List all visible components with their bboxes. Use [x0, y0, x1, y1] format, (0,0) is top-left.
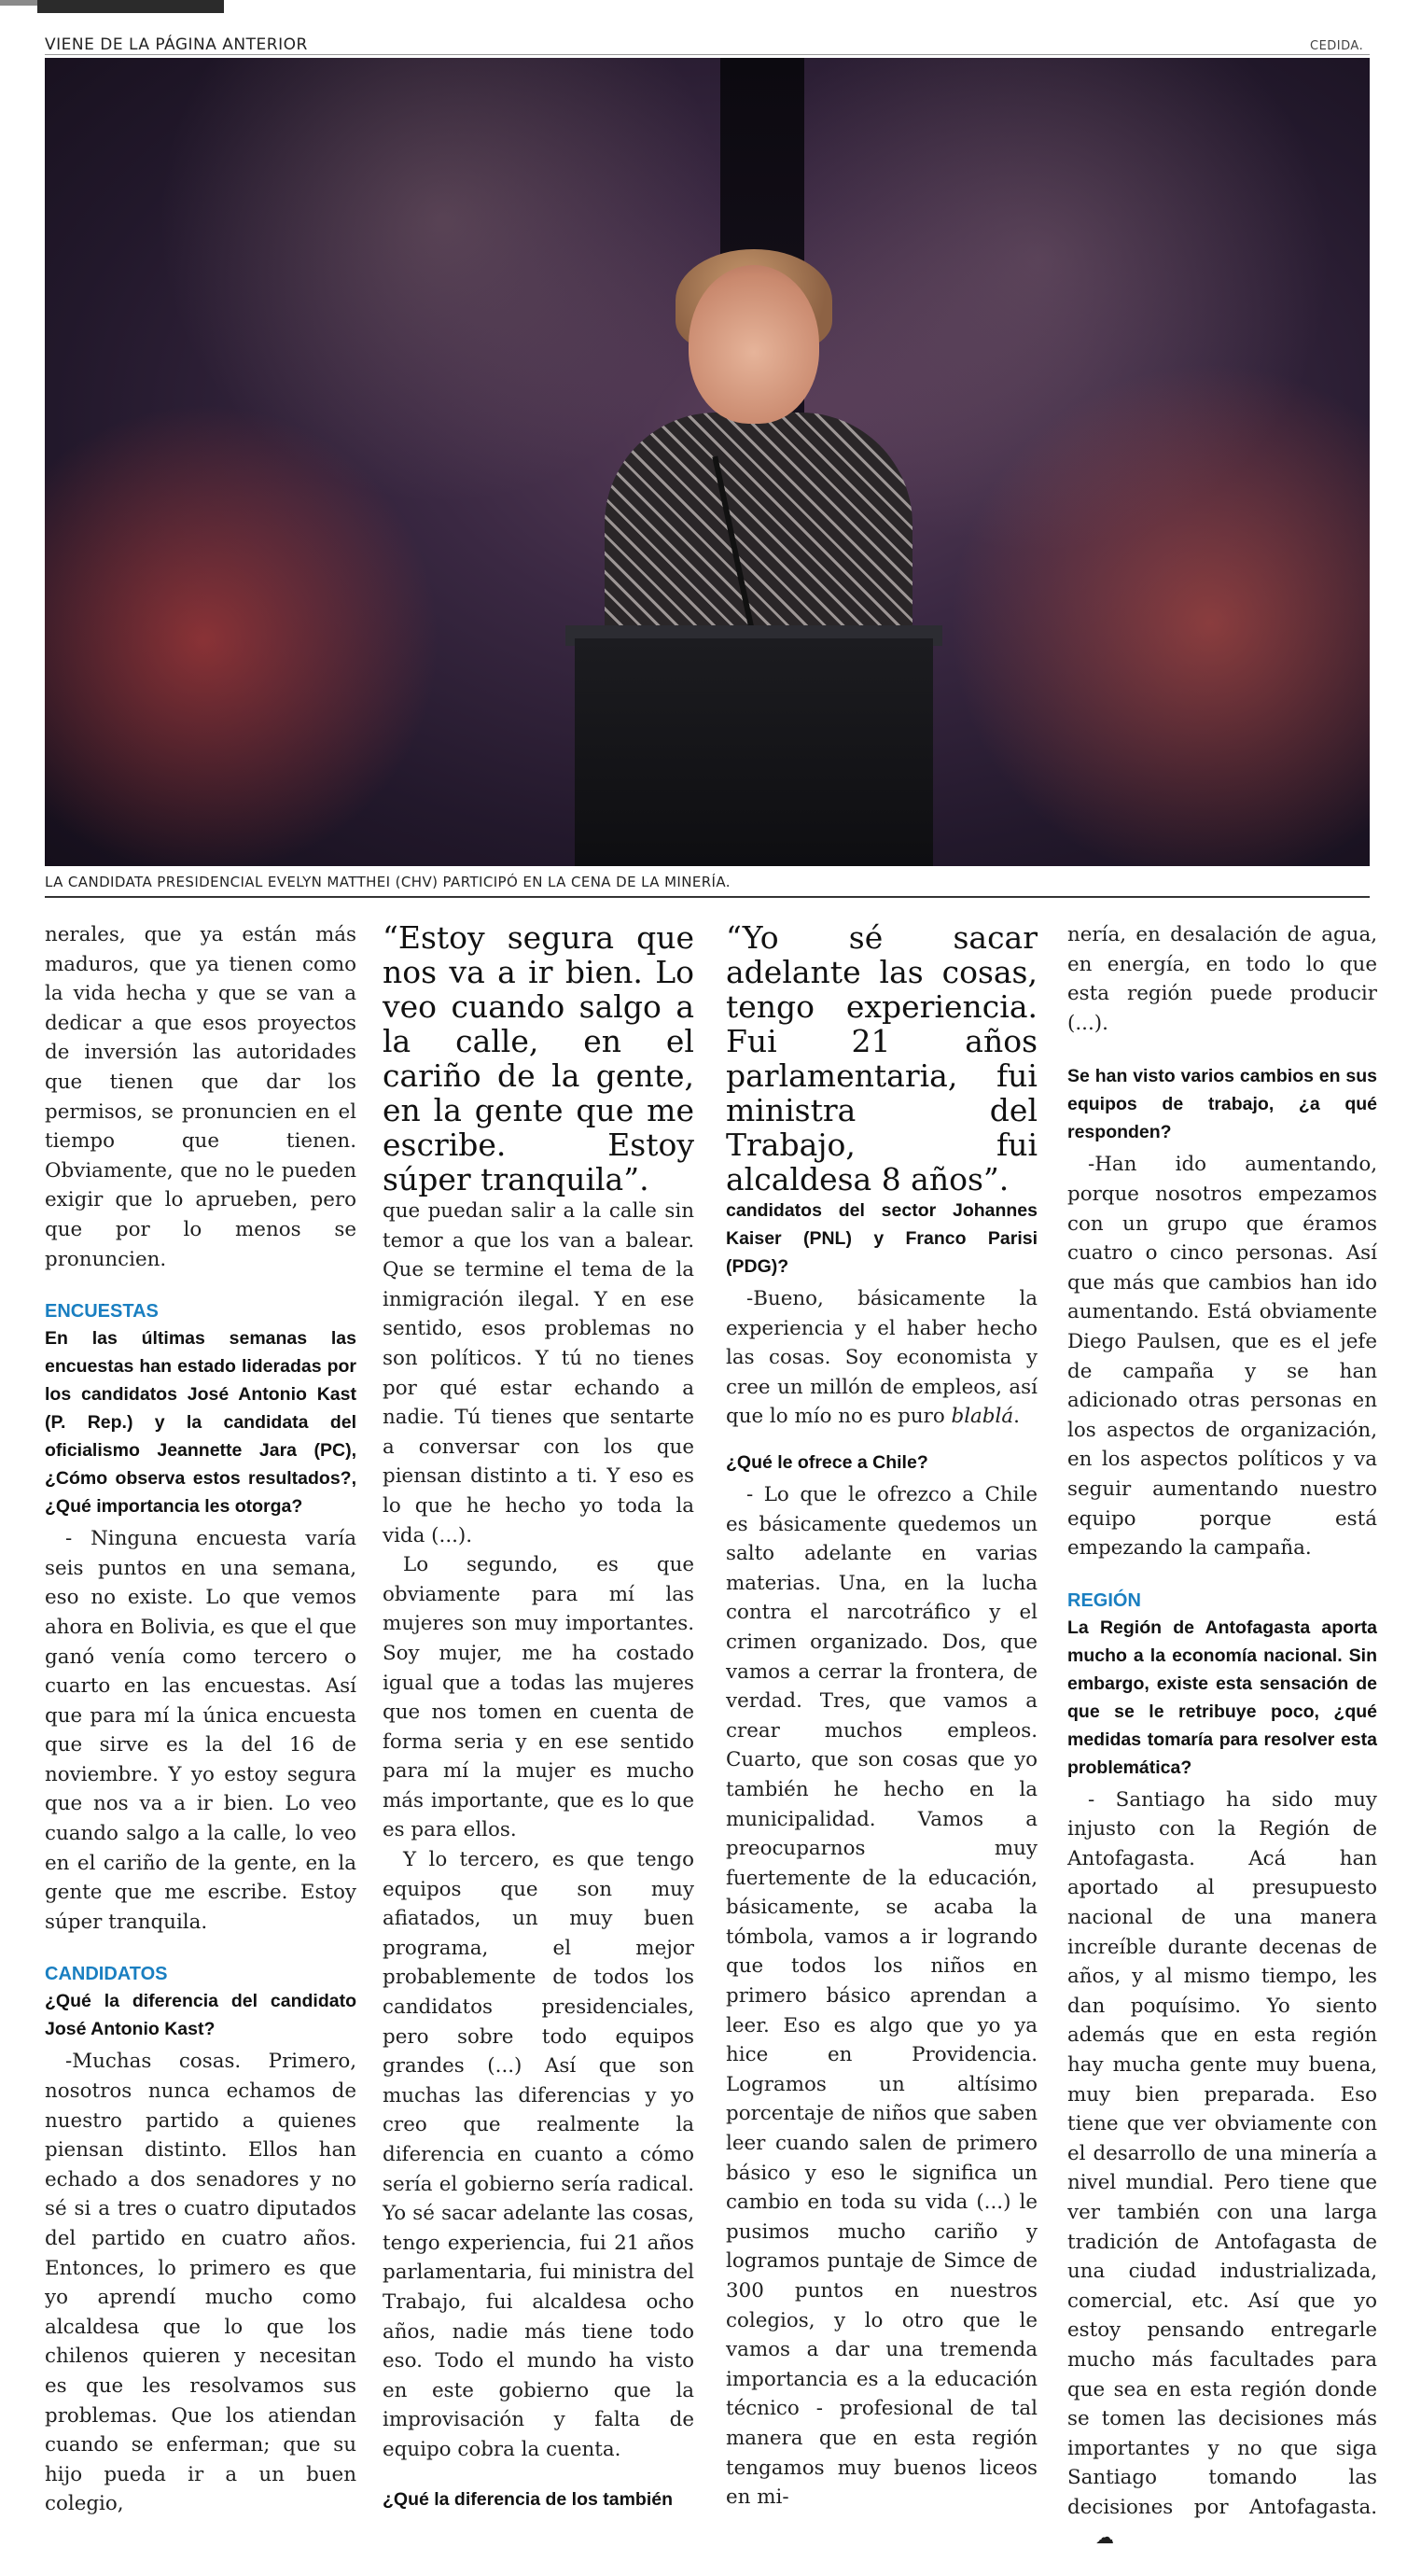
main-photo: [45, 58, 1370, 866]
adjacent-page-edge: [1392, 56, 1407, 2539]
body-paragraph: - Lo que le ofrezco a Chile es básicamente quedemos un salto adelante en varias materias. Una, en la lucha contra el narcotráfico y el crimen organizado. Dos, que vamos a cerrar la frontera, de verdad. Tres, que vamos a crear muchos empleos. Cuarto, que son cosas que yo también he hecho en la municipalidad. Vamos a preocuparnos muy fuertemente de la educación, básicamente, se acaba la tómbola, vamos a ir logrando que todos los niños en primero básico aprendan a leer. Eso es algo que yo ya hice en Providencia. Logramos un altísimo porcentaje de niños que saben leer cuando salen de primero básico y eso le significa un cambio en toda su vida (...) le pusimos mucho cariño y logramos puntaje de Simce de 300 puntos en nuestros colegios, y lo otro que le vamos a dar una tremenda importancia es a la educación técnico - profesional de tal manera que en esta región tengamos muy buenos liceos en mi-: [726, 1482, 1038, 2510]
section-heading-encuestas: ENCUESTAS: [45, 1301, 159, 1323]
page-top-bar: [0, 0, 1407, 24]
article-column-4: [1067, 920, 1377, 2552]
end-of-article-icon: ☁: [1095, 2525, 1114, 2548]
body-paragraph: que puedan salir a la calle sin temor a que los van a balear. Que se termine el tema de la inmigración ilegal. Y en ese sentido, esos problemas no son políticos. Y tú no tienes por qué estar echando a nadie. Tú tienes que sentarte a conversar con los que piensan distinto a ti. Y eso es lo que he hecho yo toda la vida (...).: [383, 1199, 694, 1547]
pull-quote: “Estoy segura que nos va a ir bien. Lo veo cuando salgo a la calle, en el cariño de la gente, en la gente que me escribe. Estoy súper tranquila”.: [383, 919, 694, 1197]
body-paragraph: [726, 1284, 1038, 1432]
interview-question: En las últimas semanas las encuestas han estado lideradas por los candidatos José Antonio Kast (P. Rep.) y la candidata del oficialismo Jeannette Jara (PC), ¿Cómo observa estos resultados?, ¿Qué importancia les otorga?: [45, 1328, 356, 1518]
interview-question: candidatos del sector Johannes Kaiser (PNL) y Franco Parisi (PDG)?: [726, 1200, 1038, 1277]
photo-podium: [575, 638, 933, 866]
body-paragraph: -Han ido aumentando, porque nosotros empezamos con un grupo que éramos cuatro o cinco personas. Así que más que cambios han ido aumentando. Está obviamente Diego Paulsen, que es el jefe de campaña y se han adicionado otras personas en los aspectos de organización, en los aspectos políticos y va seguir aumentando nuestro equipo porque está empezando la campaña.: [1067, 1153, 1377, 1561]
photo-speaker-face: [689, 265, 819, 424]
continued-kicker: VIENE DE LA PÁGINA ANTERIOR: [45, 35, 308, 54]
body-paragraph: nerales, que ya están más maduros, que ya tienen como la vida hecha y que se van a dedicar a que esos proyectos de inversión las autoridades que tienen que dar los permisos, se pronuncien en el tiempo que tienen. Obviamente, que no le pueden exigir que lo aprueben, pero que por lo menos se pronuncien.: [45, 923, 356, 1271]
pull-quote: “Yo sé sacar adelante las cosas, tengo experiencia. Fui 21 años parlamentaria, fui ministra del Trabajo, fui alcaldesa 8 años”.: [726, 919, 1038, 1197]
interview-question: Se han visto varios cambios en sus equipos de trabajo, ¿a qué responden?: [1067, 1066, 1377, 1143]
photo-credit: CEDIDA.: [1310, 39, 1364, 53]
article-column-1: [45, 920, 356, 2519]
body-paragraph: -Muchas cosas. Primero, nosotros nunca echamos de nuestro partido a quienes piensan distinto. Ellos han echado a dos senadores y no sé si a tres o cuatro diputados del partido en cuatro años. Entonces, lo primero es que yo aprendí mucho como alcaldesa que lo que los chilenos quieren y necesitan es que les resolvamos sus problemas. Que los atiendan cuando se enferman; que su hijo pueda ir a un buen colegio,: [45, 2050, 356, 2516]
page-top-tab: [37, 0, 224, 13]
body-paragraph: Y lo tercero, es que tengo equipos que son muy afiatados, un muy buen programa, el mejor probablemente de todos los candidatos presidenciales, pero sobre todo equipos grandes (...) Así que son muchas las diferencias y yo creo que realmente la diferencia en cuanto a cómo sería el gobierno sería radical. Yo sé sacar adelante las cosas, tengo experiencia, fui 21 años parlamentaria, fui ministra del Trabajo, fui alcaldesa ocho años, nadie más tiene todo eso. Todo el mundo ha visto en este gobierno que la improvisación y falta de equipo cobra la cuenta.: [383, 1848, 694, 2461]
section-heading-region: REGIÓN: [1067, 1589, 1141, 1611]
body-text-italic: blablá: [951, 1405, 1014, 1429]
body-paragraph: Lo segundo, es que obviamente para mí las mujeres son muy importantes. Soy mujer, me ha costado igual que a todas las mujeres que nos tomen en cuenta de forma seria y en ese sentido para mí la mujer es mucho más importante, que es lo que es para ellos.: [383, 1553, 694, 1842]
interview-question: ¿Qué la diferencia del candidato José Antonio Kast?: [45, 1991, 356, 2040]
article-column-3: [726, 920, 1038, 2513]
body-paragraph: [1067, 1785, 1377, 2552]
caption-rule: [45, 896, 1370, 898]
photo-caption: LA CANDIDATA PRESIDENCIAL EVELYN MATTHEI (CHV) PARTICIPÓ EN LA CENA DE LA MINERÍA.: [45, 874, 731, 890]
article-column-2: [383, 920, 694, 2517]
body-text: -Bueno, básicamente la experiencia y el haber hecho las cosas. Soy economista y cree un millón de empleos, así que lo mío no es puro: [726, 1287, 1038, 1429]
section-heading-candidatos: CANDIDATOS: [45, 1964, 168, 1985]
top-rule: [45, 54, 1370, 55]
interview-question: ¿Qué la diferencia de los también: [383, 2488, 674, 2510]
body-paragraph: - Ninguna encuesta varía seis puntos en una semana, eso no existe. Lo que vemos ahora en Bolivia, es que el que ganó venía como tercero o cuarto en las encuestas. Así que para mí la única encuesta que sirve es la del 16 de noviembre. Y yo estoy segura que nos va a ir bien. Lo veo cuando salgo a la calle, lo veo en el cariño de la gente, en la gente que me escribe. Estoy súper tranquila.: [45, 1527, 356, 1934]
interview-question: ¿Qué le ofrece a Chile?: [726, 1451, 928, 1473]
body-text: .: [1013, 1405, 1020, 1429]
body-paragraph: nería, en desalación de agua, en energía, en todo lo que esta región puede producir (...).: [1067, 923, 1377, 1035]
interview-question: La Región de Antofagasta aporta mucho a la economía nacional. Sin embargo, existe esta sensación de que se le retribuye poco, ¿qué medidas tomaría para resolver esta problemática?: [1067, 1617, 1377, 1778]
body-text: - Santiago ha sido muy injusto con la Región de Antofagasta. Acá han aportado al presupuesto nacional de una manera increíble durante decenas de años, y al mismo tiempo, les dan poquísimo. Yo siento además que en esta región hay mucha gente muy buena, muy bien preparada. Eso tiene que ver obviamente con el desarrollo de una minería a nivel mundial. Pero tiene que ver también con una larga tradición de Antofagasta de una ciudad industrializada, comercial, etc. Así que yo estoy pensando entregarle mucho más facultades para que sea en esta región donde se tomen las decisiones más importantes y no que siga Santiago tomando las decisiones por Antofagasta.: [1067, 1787, 1377, 2519]
page-top-mark: [0, 0, 37, 6]
